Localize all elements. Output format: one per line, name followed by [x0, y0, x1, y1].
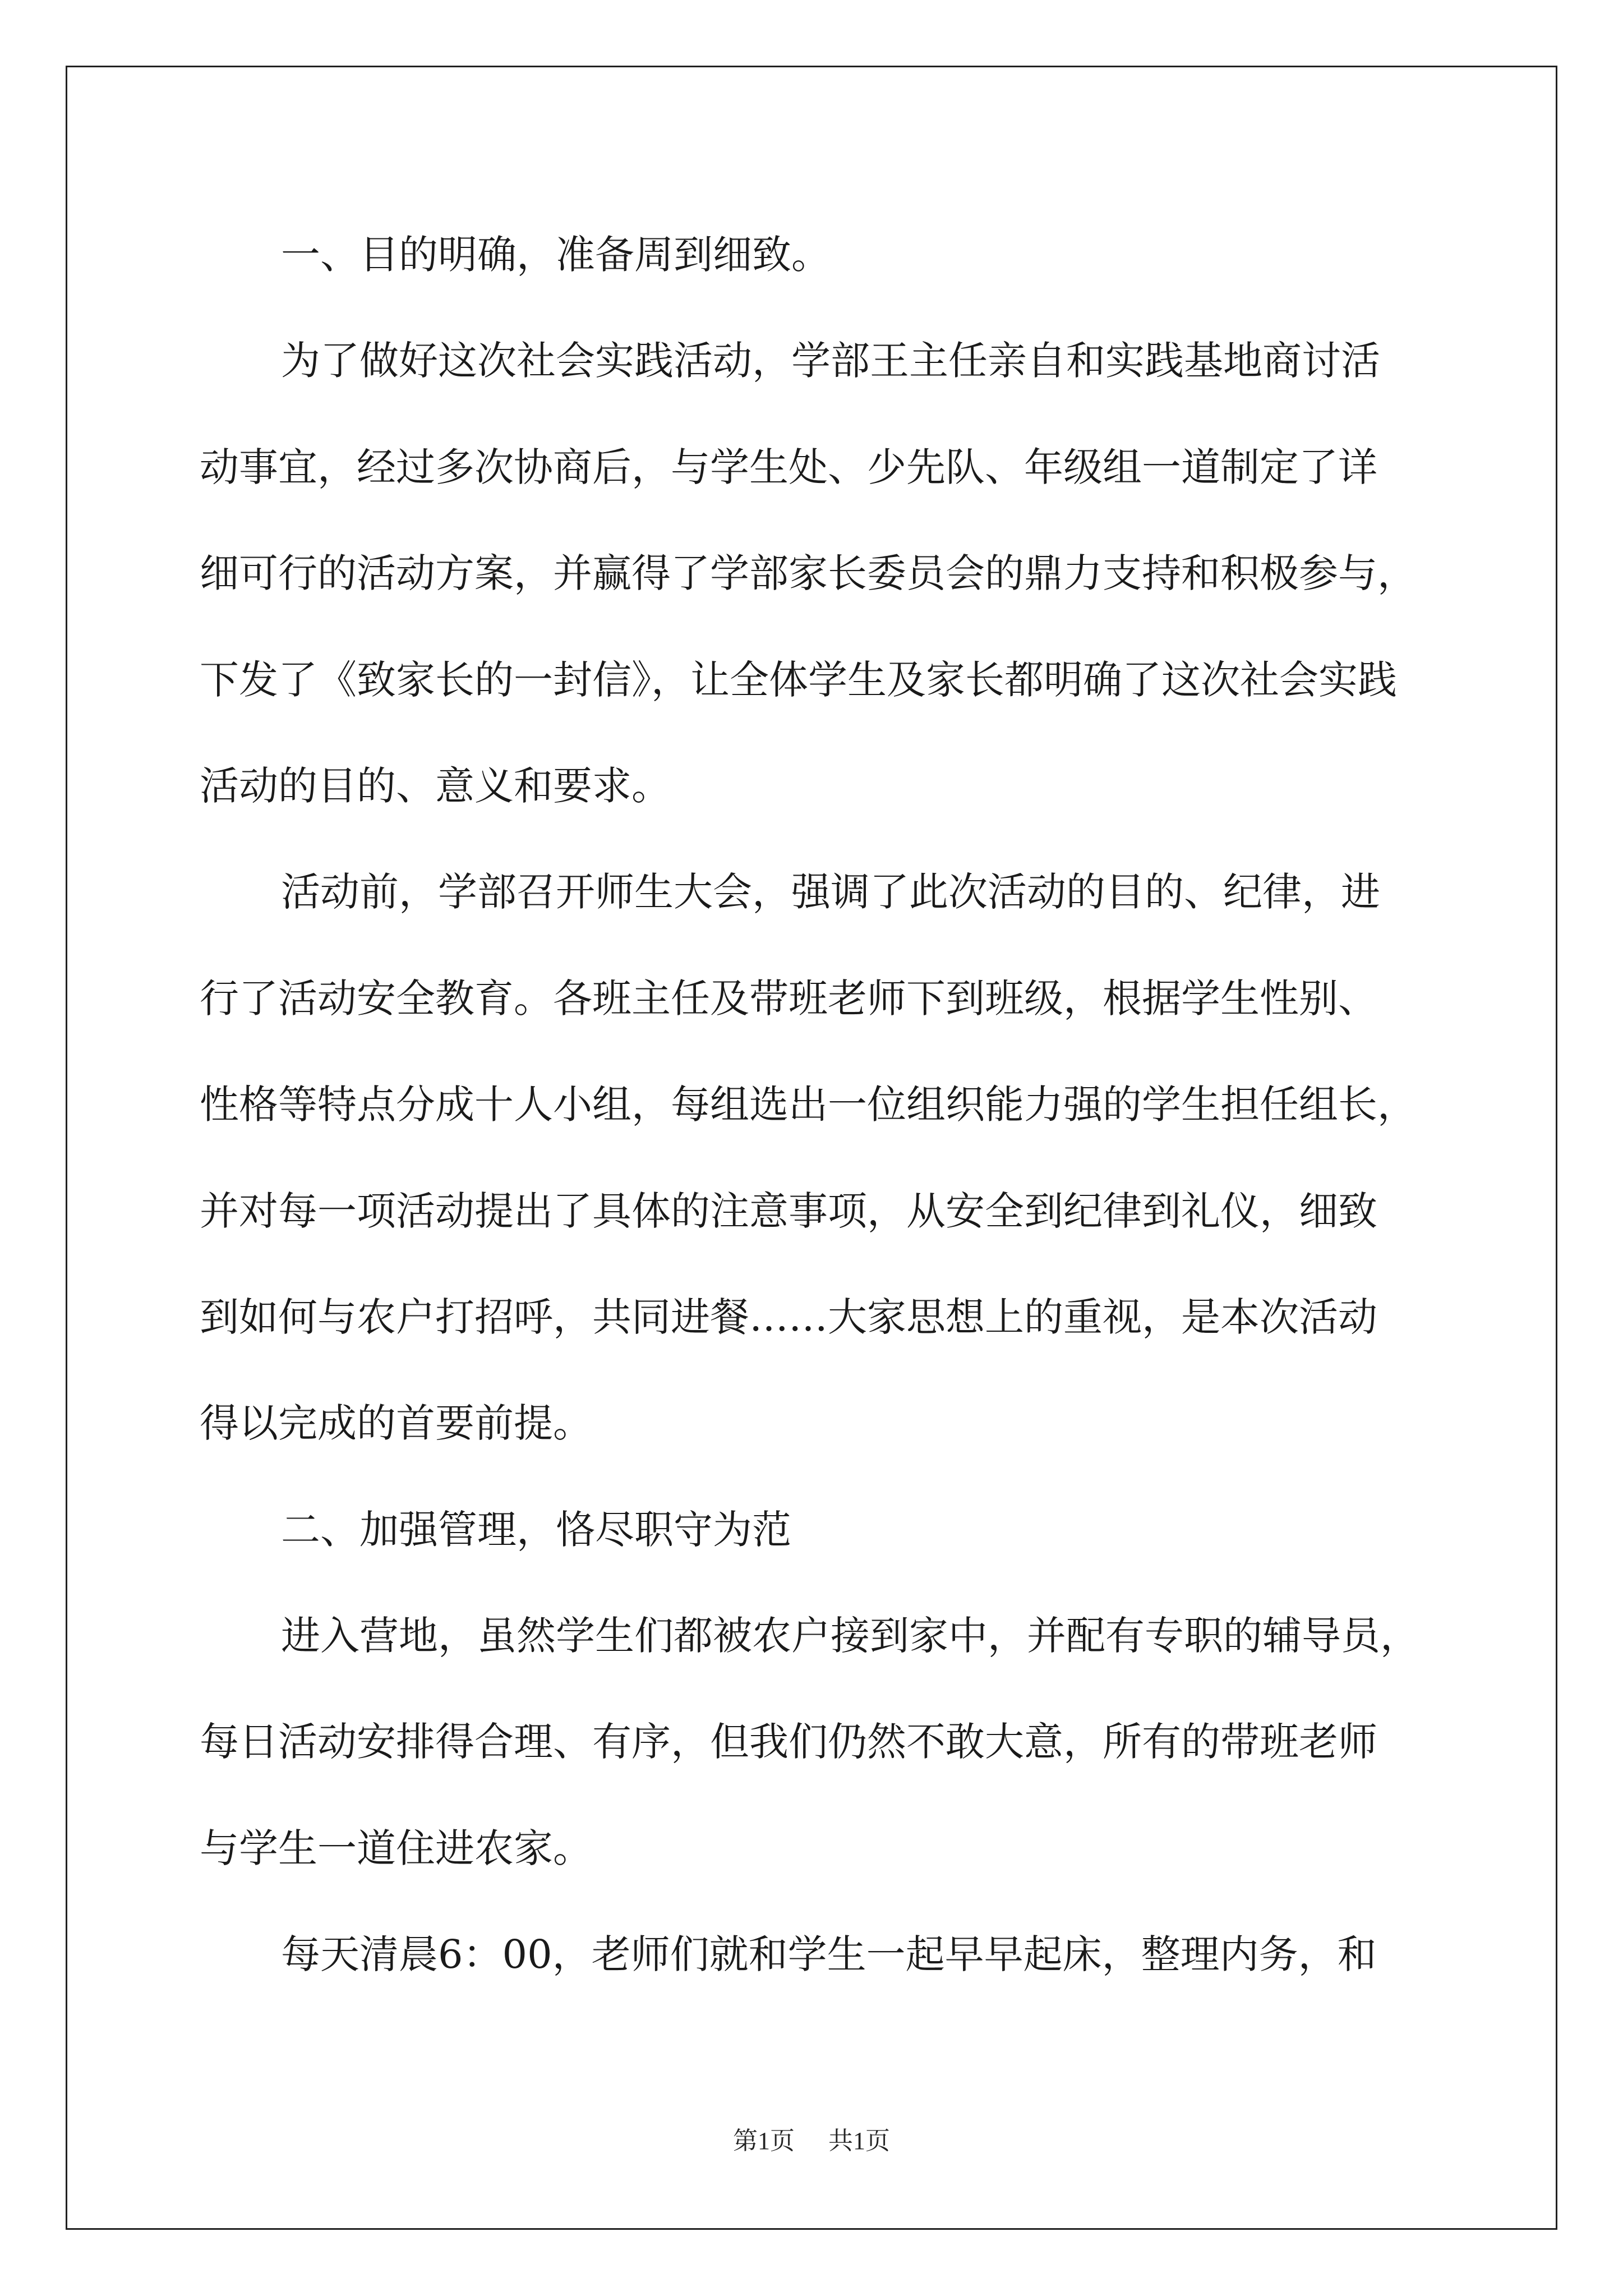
paragraph-line: 为了做好这次社会实践活动，学部王主任亲自和实践基地商讨活	[281, 338, 1380, 384]
paragraph-line: 动事宜，经过多次协商后，与学生处、少先队、年级组一道制定了详	[200, 444, 1377, 490]
paragraph-line: 下发了《致家长的一封信》，让全体学生及家长都明确了这次社会实践	[200, 656, 1397, 703]
paragraph-line: 与学生一道住进农家。	[200, 1825, 592, 1871]
paragraph-line: 并对每一项活动提出了具体的注意事项，从安全到纪律到礼仪，细致	[200, 1188, 1377, 1234]
paragraph-line: 到如何与农户打招呼，共同进餐……大家思想上的重视，是本次活动	[200, 1294, 1377, 1340]
document-body	[200, 202, 1425, 2008]
paragraph-line: 进入营地，虽然学生们都被农户接到家中，并配有专职的辅导员，	[281, 1613, 1419, 1659]
paragraph-line: 细可行的活动方案，并赢得了学部家长委员会的鼎力支持和积极参与，	[200, 550, 1417, 597]
paragraph-line: 每天清晨6：00，老师们就和学生一起早早起床，整理内务，和	[281, 1931, 1377, 1978]
paragraph-line: 得以完成的首要前提。	[200, 1400, 592, 1447]
paragraph-line: 二、加强管理，恪尽职守为范	[281, 1506, 791, 1553]
paragraph-line: 性格等特点分成十人小组，每组选出一位组织能力强的学生担任组长，	[200, 1082, 1417, 1128]
page-number: 第1页	[733, 2127, 795, 2155]
page-footer	[0, 2120, 1623, 2156]
page-total: 共1页	[828, 2127, 890, 2155]
paragraph-line: 活动的目的、意义和要求。	[200, 762, 671, 809]
paragraph-line: 每日活动安排得合理、有序，但我们仍然不敢大意，所有的带班老师	[200, 1719, 1377, 1765]
paragraph-line: 活动前，学部召开师生大会，强调了此次活动的目的、纪律，进	[281, 869, 1380, 915]
paragraph-line: 行了活动安全教育。各班主任及带班老师下到班级，根据学生性别、	[200, 975, 1377, 1022]
paragraph-line: 一、目的明确，准备周到细致。	[281, 232, 831, 278]
